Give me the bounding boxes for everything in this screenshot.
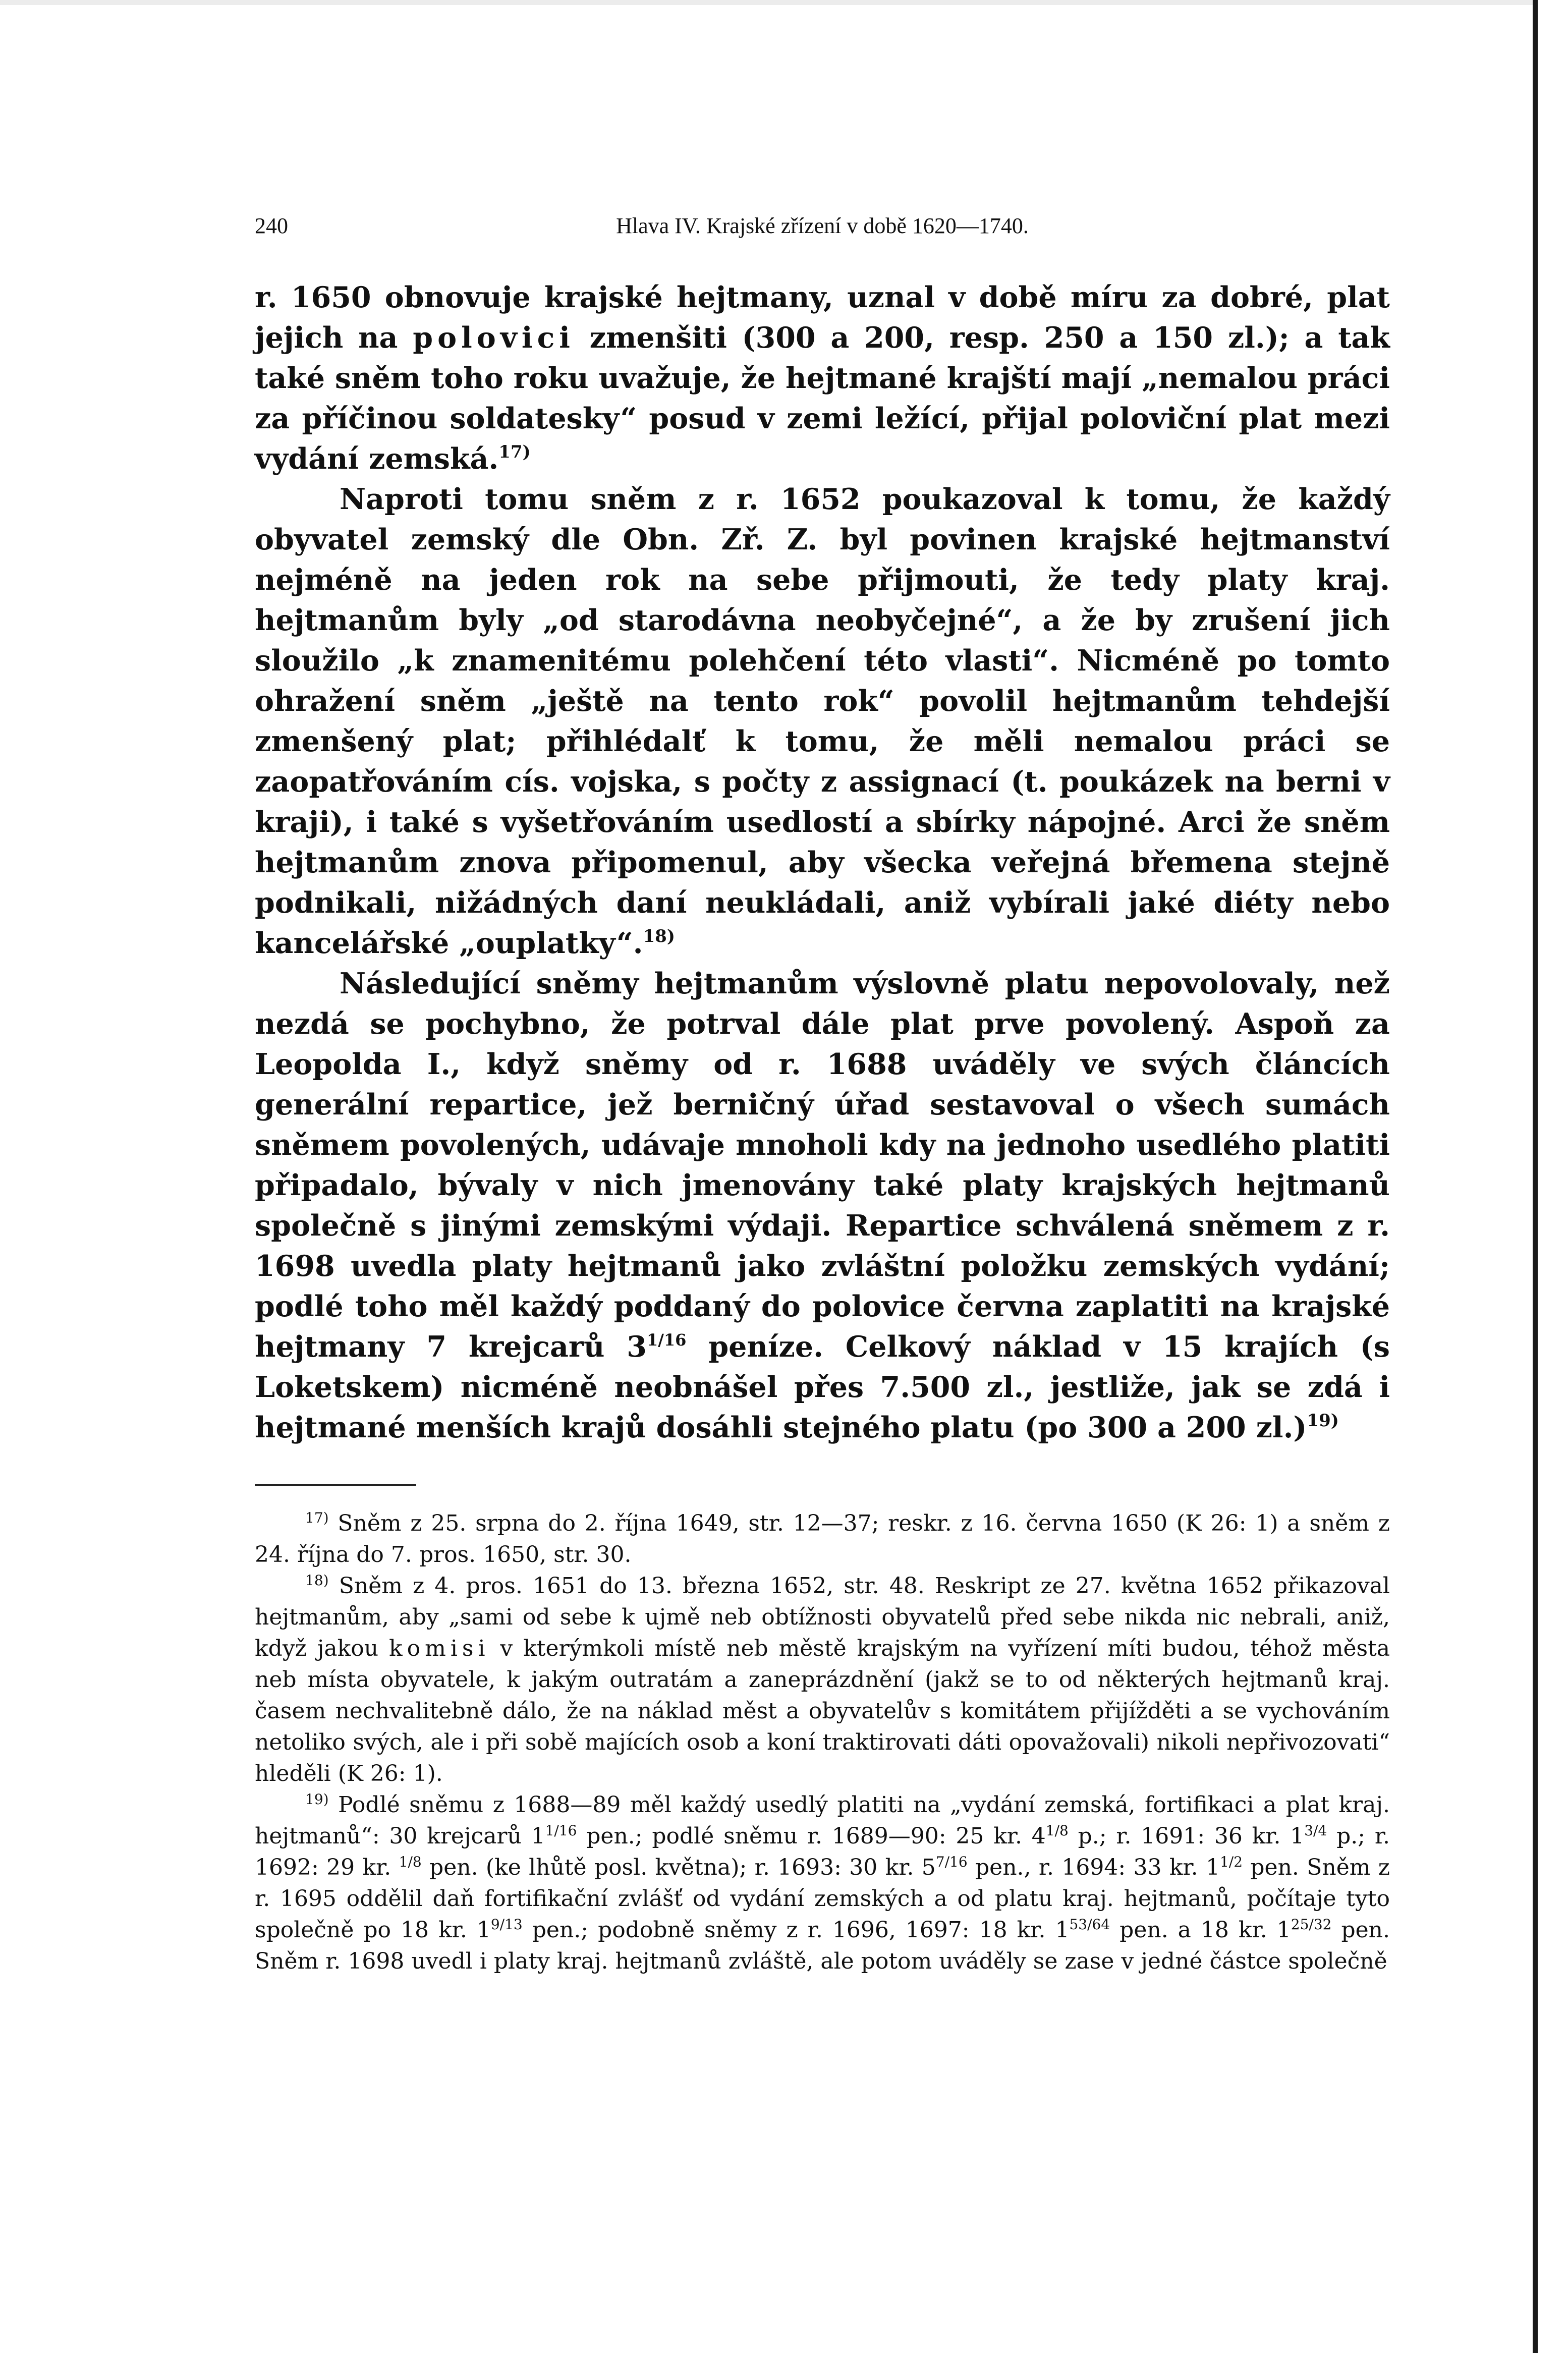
paragraph-3-text-a: Následující sněmy hejtmanům výslovně platu nepovolovaly, než nezdá se pochybno, že potrval dále plat prve povolený. Aspoň za Leopolda I., když sněmy od r. 1688 uváděly ve svých článcích generální repartice, jež berničný úřad sestavoval o všech sumách sněmem povolených, udávaje mnoholi kdy na jednoho usedlého platiti připadalo, bývaly v nich jmenovány také platy krajských hejtmanů společně s jinými zemskými výdaji. Repartice schválená sněmem z r. 1698 uvedla platy hejtmanů jako zvláštní položku zemských vydání; podlé toho měl každý poddaný do polovice června zaplatiti na krajské hejtmany 7 krejcarů 3 <box>255 967 1390 1364</box>
paragraph-2 <box>255 479 1390 964</box>
paragraph-3-text-b: peníze. Celkový náklad v 15 krajích (s Loketskem) nicméně neobnášel přes 7.500 zl., jestliže, jak se zdá i hejtmané menších krajů dosáhli stejného platu (po 300 a 200 zl.) <box>255 1330 1390 1444</box>
footnote-19-text: pen. Sněm r. 1698 uvedl i platy kraj. hejtmanů zvláště, ale potom uváděly se zase v jedné částce společně <box>255 1917 1390 1974</box>
running-head <box>255 206 1390 246</box>
scan-right-edge <box>1533 0 1568 2353</box>
footnote-18-text-b: v kterýmkoli místě neb městě krajským na vyřízení míti budou, téhož města neb místa obyvatele, k jakým outratám a zaneprázdnění (jakž se to od některých hejtmanů kraj. časem nechvalitebně dálo, že na náklad měst a obyvatelův s komitátem přijížděti a se vychováním netoliko svých, ale i při sobě majících osob a koní traktirovati dáti opovažovali) nikoli nepřivozovati“ hleděli (K 26: 1). <box>255 1636 1390 1786</box>
footnote-mark-17: 17) <box>305 1509 329 1526</box>
footnote-19-fraction: 9/13 <box>490 1916 523 1933</box>
book-page <box>255 206 1390 1977</box>
footnote-19-text: pen.; podobně sněmy z r. 1696, 1697: 18 kr. 1 <box>522 1917 1070 1943</box>
footnote-ref-17[interactable]: 17) <box>498 442 531 462</box>
footnote-18-text-a: Sněm z 4. pros. 1651 do 13. března 1652, str. 48. Reskript ze 27. května 1652 přikazoval hejtmanům, aby „sami od sebe k ujmě neb obtížnosti obyvatelů před sebe nikda nic nebrali, aniž, když jakou <box>255 1573 1390 1661</box>
footnote-divider <box>255 1484 416 1486</box>
footnote-19-text: pen. Sněm z r. 1695 oddělil daň fortifikační zvlášť od vydání zemských a od platu kraj. hejtmanů, počítaje tyto společně po 18 kr. 1 <box>255 1855 1390 1943</box>
footnote-18 <box>255 1571 1390 1789</box>
footnote-19-fraction: 1/2 <box>1219 1854 1243 1870</box>
footnote-mark-18: 18) <box>305 1572 329 1589</box>
footnote-19-text: Podlé sněmu z 1688—89 měl každý usedlý platiti na „vydání zemská, fortifikaci a plat kraj. hejtmanů“: 30 krejcarů 1 <box>255 1792 1390 1849</box>
paragraph-3 <box>255 964 1390 1448</box>
footnote-17 <box>255 1508 1390 1571</box>
footnote-17-text: Sněm z 25. srpna do 2. října 1649, str. 12—37; reskr. z 16. června 1650 (K 26: 1) a sněm z 24. října do 7. pros. 1650, str. 30. <box>255 1510 1390 1567</box>
footnote-19-fraction: 1/16 <box>545 1822 577 1839</box>
footnote-mark-19: 19) <box>305 1791 329 1808</box>
footnote-19-fraction: 3/4 <box>1304 1822 1327 1839</box>
footnote-19-text: p.; r. 1691: 36 kr. 1 <box>1068 1823 1305 1849</box>
footnote-19-fraction: 7/16 <box>935 1854 968 1870</box>
paragraph-1 <box>255 277 1390 479</box>
footnote-19-text: pen. (ke lhůtě posl. května); r. 1693: 30 kr. 5 <box>421 1855 936 1880</box>
footnote-19-fraction: 1/8 <box>399 1854 422 1870</box>
paragraph-1-text-b: zmenšiti (300 a 200, resp. 250 a 150 zl.); a tak také sněm toho roku uvažuje, že hejtmané krajští mají „nemalou práci za příčinou soldatesky“ posud v zemi ležící, přijal poloviční plat mezi vydání zemská. <box>255 321 1390 476</box>
footnote-19 <box>255 1789 1390 1977</box>
footnote-19-text: pen. a 18 kr. 1 <box>1110 1917 1291 1943</box>
footnote-19-fraction: 1/8 <box>1045 1822 1069 1839</box>
footnote-ref-18[interactable]: 18) <box>643 926 675 946</box>
footnote-19-fraction: 53/64 <box>1069 1916 1110 1933</box>
page-number: 240 <box>255 213 288 238</box>
body-text <box>255 277 1390 1448</box>
paragraph-1-emphasis: polovici <box>413 321 575 355</box>
footnote-19-text: p.; r. 1692: 29 kr. <box>255 1823 1390 1880</box>
chapter-title: Hlava IV. Krajské zřízení v době 1620—1740. <box>616 213 1029 238</box>
paragraph-2-text: Naproti tomu sněm z r. 1652 poukazoval k tomu, že každý obyvatel zemský dle Obn. Zř. Z. byl povinen krajské hejtmanství nejméně na jeden rok na sebe přijmouti, že tedy platy kraj. hejtmanům byly „od starodávna neobyčejné“, a že by zrušení jich sloužilo „k znamenitému polehčení této vlasti“. Nicméně po tomto ohražení sněm „ještě na tento rok“ povolil hejtmanům tehdejší zmenšený plat; přihlédalť k tomu, že měli nemalou práci se zaopatřováním cís. vojska, s počty z assignací (t. poukázek na berni v kraji), i také s vyšetřováním usedlostí a sbírky nápojné. Arci že sněm hejtmanům znova připomenul, aby všecka veřejná břemena stejně podnikali, nižádných daní neukládali, aniž vybírali jaké diéty nebo kancelářské „ouplatky“. <box>255 482 1390 960</box>
footnotes <box>255 1508 1390 1977</box>
footnote-19-text: pen.; podlé sněmu r. 1689—90: 25 kr. 4 <box>577 1823 1046 1849</box>
paragraph-1-text-a: r. 1650 obnovuje krajské hejtmany, uznal v době míru za dobré, plat jejich na <box>255 281 1390 355</box>
footnote-19-text: pen., r. 1694: 33 kr. 1 <box>967 1855 1220 1880</box>
footnote-ref-19[interactable]: 19) <box>1307 1411 1339 1431</box>
scan-top-edge <box>0 0 1568 5</box>
footnote-19-fraction: 25/32 <box>1291 1916 1332 1933</box>
paragraph-3-fraction: 1/16 <box>646 1330 687 1350</box>
footnote-18-emphasis: komisi <box>388 1636 490 1661</box>
